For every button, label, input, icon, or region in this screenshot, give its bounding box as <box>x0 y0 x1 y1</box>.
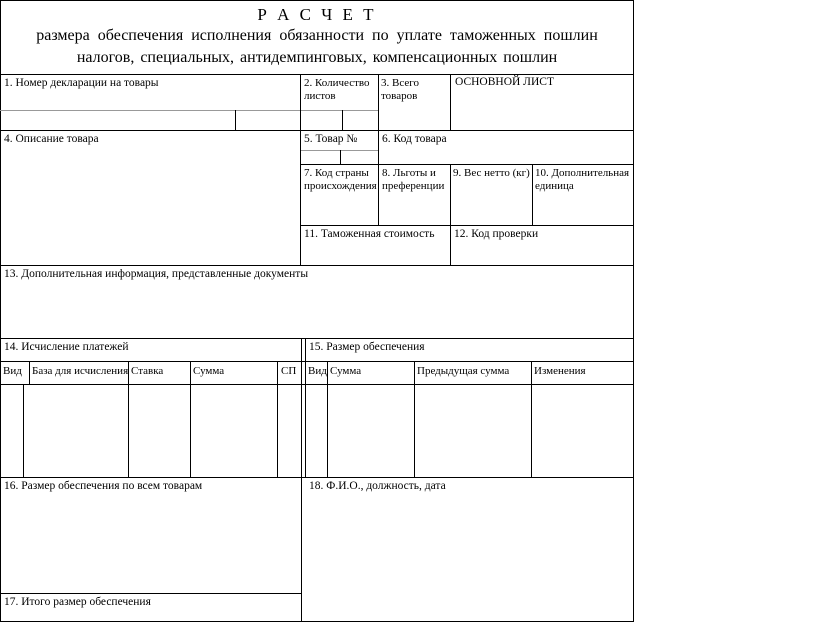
divider-row13-bottom <box>0 338 634 339</box>
divider-row1-bottom <box>0 130 634 131</box>
divider-field9-10 <box>532 164 533 225</box>
field-11-label: 11. Таможенная стоимость <box>304 228 435 240</box>
divider-col-450 <box>450 164 451 265</box>
security-col-vid-right <box>327 361 328 477</box>
payments-col-rate-right <box>190 361 191 477</box>
field-14-label: 14. Исчисление платежей <box>4 341 129 353</box>
payments-col-header-base: База для исчисления <box>32 365 129 377</box>
security-col-prev-sum-right <box>531 361 532 477</box>
field-2-label: 2. Количество листов <box>304 77 370 102</box>
security-col-sum-right <box>414 361 415 477</box>
field-13-label: 13. Дополнительная информация, представленные документы <box>4 268 309 280</box>
divider-col-378 <box>378 74 379 225</box>
payments-col-header-sum: Сумма <box>193 365 225 377</box>
payments-col-vid-right-body <box>23 385 24 477</box>
divider-field16-17 <box>0 593 301 594</box>
field-12-label: 12. Код проверки <box>454 228 539 240</box>
security-col-header-vid: Вид <box>308 365 327 377</box>
field-3-label: 3. Всего товаров <box>381 77 419 102</box>
form-title: Р А С Ч Е Т <box>257 5 377 24</box>
field-17-label: 17. Итого размер обеспечения <box>4 596 151 608</box>
field-10-label: 10. Дополнительная единица <box>535 167 630 192</box>
payments-col-base-right <box>128 361 129 477</box>
divider-row11-12-bottom <box>0 265 634 266</box>
divider-row5-6-bottom <box>300 164 634 165</box>
field-6-label: 6. Код товара <box>382 133 447 145</box>
field-1-label: 1. Номер декларации на товары <box>4 77 159 89</box>
divider-row7-10-bottom <box>300 225 634 226</box>
field-8-label: 8. Льготы и преференции <box>382 167 445 192</box>
field-16-label: 16. Размер обеспечения по всем товарам <box>4 480 203 492</box>
divider-left-right-upper <box>300 74 301 265</box>
field-5-label: 5. Товар № <box>304 133 358 145</box>
divider-title-bottom <box>0 74 634 75</box>
divider-field3-right <box>450 74 451 130</box>
payments-col-header-sp: СП <box>281 365 297 377</box>
form-subtitle-line1: размера обеспечения исполнения обязанности по уплате таможенных пошлин <box>36 27 598 44</box>
payments-col-vid-right-header <box>29 361 30 385</box>
security-col-header-changes: Изменения <box>534 365 586 377</box>
divider-left-right-lower <box>301 338 302 622</box>
payments-col-sum-right <box>277 361 278 477</box>
divider-sheet-count-part <box>342 110 343 130</box>
divider-section15-left-edge <box>305 338 306 477</box>
field-18-label: 18. Ф.И.О., должность, дата <box>309 480 446 492</box>
divider-captions-bottom <box>0 361 634 362</box>
security-col-header-sum: Сумма <box>330 365 362 377</box>
divider-table-body-bottom <box>0 477 634 478</box>
payments-col-header-vid: Вид <box>3 365 22 377</box>
field-4-label: 4. Описание товара <box>4 133 99 145</box>
field-15-label: 15. Размер обеспечения <box>309 341 425 353</box>
divider-column-headers-bottom <box>0 384 634 385</box>
payments-col-header-rate: Ставка <box>131 365 164 377</box>
field-9-label: 9. Вес нетто (кг) <box>453 167 530 179</box>
divider-declaration-number-sub <box>0 110 378 111</box>
divider-goods-number-sub <box>300 150 378 151</box>
field-7-label: 7. Код страны происхождения <box>304 167 377 192</box>
sheet-type-label: ОСНОВНОЙ ЛИСТ <box>455 76 554 88</box>
divider-goods-number-part <box>340 150 341 164</box>
divider-declaration-number-part <box>235 110 236 130</box>
form-subtitle-line2: налогов, специальных, антидемпинговых, компенсационных пошлин <box>76 49 558 66</box>
security-col-header-prev-sum: Предыдущая сумма <box>417 365 510 377</box>
